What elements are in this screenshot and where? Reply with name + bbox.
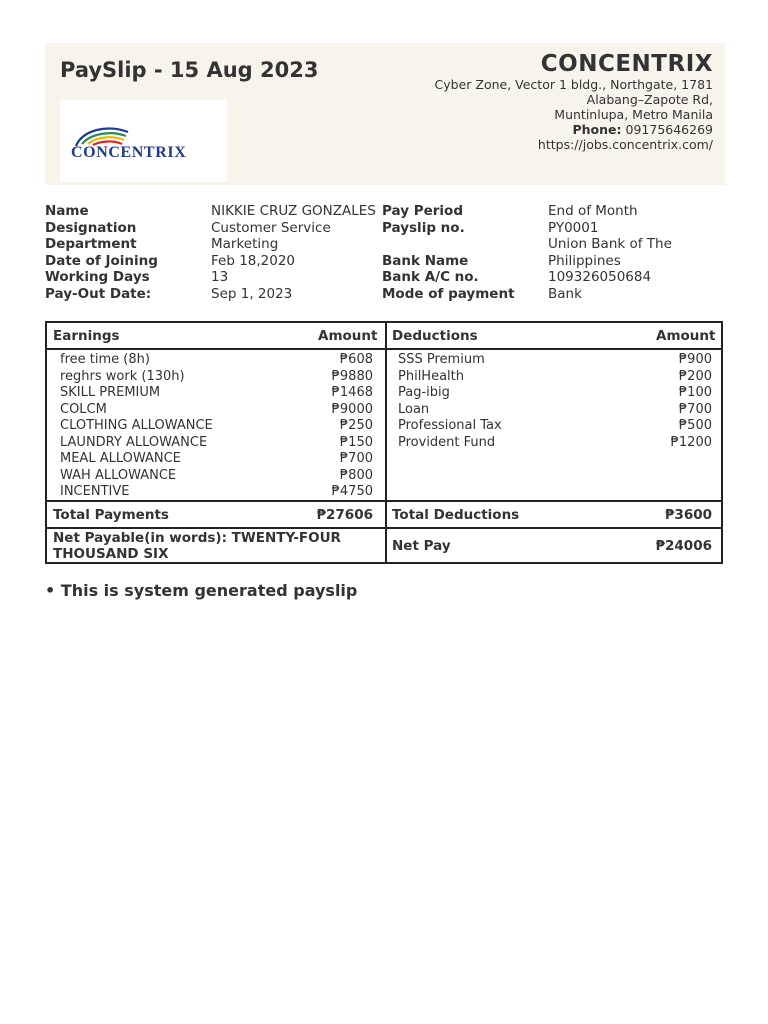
net-pay-value: ₱24006 [655, 538, 712, 554]
address-line-2: Alabang–Zapote Rd, [586, 92, 713, 107]
joining-date-value: Feb 18,2020 [211, 252, 296, 269]
deduction-item: PhilHealth [398, 368, 464, 384]
company-logo [60, 100, 227, 182]
phone-label: Phone: [572, 122, 622, 137]
deduction-amount: ₱100 [678, 385, 712, 400]
earning-amount: ₱9000 [331, 401, 373, 417]
name-value: NIKKIE CRUZ GONZALES [211, 203, 376, 219]
employee-values [211, 203, 376, 302]
earning-amount: ₱800 [339, 467, 373, 483]
earnings-header: Earnings [53, 328, 120, 344]
totals-divider [47, 527, 721, 529]
deduction-amount: ₱900 [678, 352, 712, 367]
company-info [413, 51, 713, 152]
joining-date-label: Date of Joining [45, 252, 158, 269]
net-payable-words: Net Payable(in words): TWENTY-FOUR THOUSAND SIX [53, 530, 341, 562]
earning-item: WAH ALLOWANCE [60, 467, 177, 483]
page-title: PaySlip - 15 Aug 2023 [60, 58, 319, 82]
name-label: Name [45, 203, 89, 219]
bank-account-label: Bank A/C no. [382, 269, 479, 285]
deduction-item: Provident Fund [398, 434, 496, 450]
deduction-item: SSS Premium [398, 352, 485, 367]
earning-amount: ₱9880 [331, 368, 373, 384]
payout-date-label: Pay-Out Date: [45, 285, 152, 302]
employee-labels [45, 203, 158, 302]
header-divider [47, 348, 721, 350]
concentrix-logo-icon [60, 100, 227, 182]
payout-date-value: Sep 1, 2023 [211, 285, 293, 302]
deductions-header: Deductions [392, 328, 478, 344]
total-payments-label: Total Payments [53, 507, 169, 523]
address-line-3: Muntinlupa, Metro Manila [554, 107, 713, 122]
earning-item: SKILL PREMIUM [60, 385, 161, 400]
earning-item: free time (8h) [60, 352, 150, 367]
company-name: CONCENTRIX [540, 51, 713, 77]
payment-mode-value: Bank [548, 285, 582, 302]
items-divider [47, 500, 721, 502]
earning-amount: ₱608 [339, 352, 373, 367]
net-pay-label: Net Pay [392, 538, 451, 554]
earning-item: CLOTHING ALLOWANCE [60, 418, 213, 433]
department-label: Department [45, 236, 137, 252]
pay-period-value: End of Month [548, 203, 638, 219]
earnings-amount-header: Amount [318, 328, 378, 344]
pay-labels [382, 203, 515, 302]
system-generated-note: • This is system generated payslip [45, 581, 358, 600]
pay-values [548, 203, 672, 302]
logo-text: CONCENTRIX [71, 144, 187, 161]
bank-account-value: 109326050684 [548, 269, 652, 285]
designation-label: Designation [45, 219, 137, 236]
bank-name-label: Bank Name [382, 252, 469, 269]
payslip-header [45, 43, 725, 185]
earnings-deductions-table [45, 321, 723, 564]
pay-period-label: Pay Period [382, 203, 463, 219]
earning-item: COLCM [60, 401, 107, 417]
bank-name-value-line-2: Philippines [548, 252, 621, 269]
designation-value: Customer Service [211, 219, 331, 236]
earning-amount: ₱1468 [331, 385, 373, 400]
earning-amount: ₱250 [339, 418, 373, 433]
phone-line [413, 122, 713, 137]
department-value: Marketing [211, 236, 279, 252]
deduction-amount: ₱1200 [670, 434, 712, 450]
total-deductions-label: Total Deductions [392, 507, 520, 523]
working-days-label: Working Days [45, 269, 150, 285]
deduction-item: Loan [398, 401, 430, 417]
earning-amount: ₱4750 [331, 484, 373, 499]
website-link[interactable]: https://jobs.concentrix.com/ [537, 137, 713, 152]
earning-amount: ₱150 [339, 434, 373, 450]
total-payments-value: ₱27606 [316, 507, 373, 523]
earning-item: INCENTIVE [60, 484, 130, 499]
address-line-1: Cyber Zone, Vector 1 bldg., Northgate, 1781 [434, 77, 713, 92]
phone-value: 09175646269 [625, 122, 713, 137]
total-deductions-value: ₱3600 [665, 507, 712, 523]
earning-item: MEAL ALLOWANCE [60, 451, 181, 466]
deduction-amount: ₱200 [678, 368, 712, 384]
working-days-value: 13 [211, 269, 229, 285]
earning-item: LAUNDRY ALLOWANCE [60, 434, 208, 450]
earning-item: reghrs work (130h) [60, 368, 185, 384]
blank-label [382, 236, 515, 253]
deduction-amount: ₱700 [678, 401, 712, 417]
deduction-item: Pag-ibig [398, 385, 450, 400]
payslip-no-value: PY0001 [548, 219, 599, 236]
deduction-amount: ₱500 [678, 418, 712, 433]
deduction-item: Professional Tax [398, 418, 502, 433]
deductions-amount-header: Amount [656, 328, 716, 344]
earning-amount: ₱700 [339, 451, 373, 466]
bank-name-value-line-1: Union Bank of The [548, 236, 672, 252]
payment-mode-label: Mode of payment [382, 285, 515, 302]
payslip-no-label: Payslip no. [382, 219, 465, 236]
